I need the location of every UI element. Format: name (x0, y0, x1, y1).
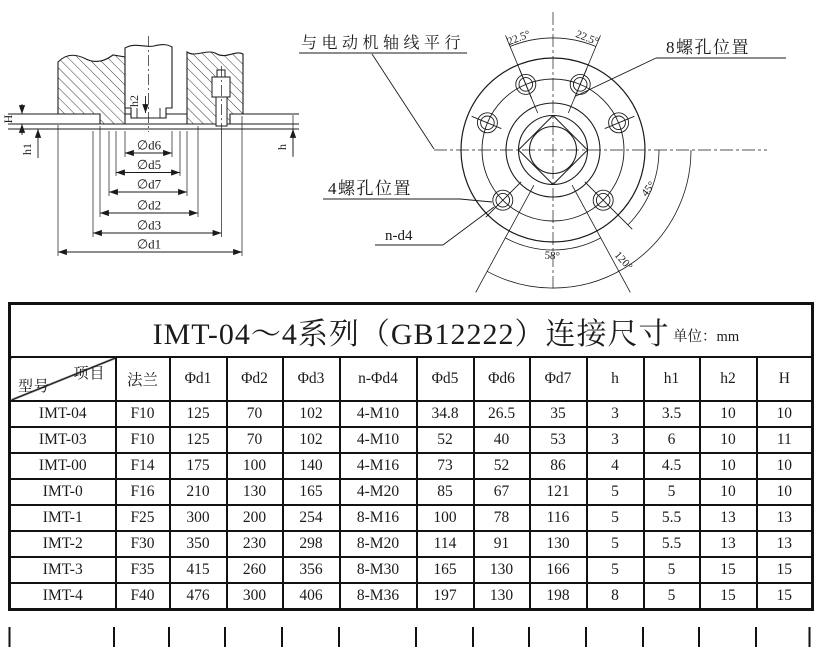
value-cell: 415 (170, 557, 227, 583)
angle-120: 120° (611, 249, 635, 273)
value-cell: 5 (644, 479, 700, 505)
value-cell: 91 (474, 531, 530, 557)
n-d4-label: n-d4 (385, 228, 413, 244)
value-cell: 165 (417, 557, 474, 583)
value-cell: 230 (227, 531, 283, 557)
model-cell: IMT-0 (10, 479, 116, 505)
model-cell: IMT-04 (10, 401, 116, 427)
value-cell: 15 (700, 583, 757, 610)
eight-hole-label: 8螺孔位置 (666, 38, 750, 57)
value-cell: 5 (587, 505, 644, 531)
table-row (10, 505, 813, 531)
header-d5: Φd5 (417, 357, 474, 401)
value-cell: 3 (587, 401, 644, 427)
header-d6: Φd6 (474, 357, 530, 401)
value-cell: 300 (170, 505, 227, 531)
header-d3: Φd3 (283, 357, 340, 401)
value-cell: F10 (116, 401, 170, 427)
value-cell: 4-M10 (340, 427, 417, 453)
value-cell: 130 (474, 557, 530, 583)
model-cell: IMT-4 (10, 583, 116, 610)
model-cell: IMT-2 (10, 531, 116, 557)
diameter-labels (137, 138, 162, 252)
angle-22-5-right: 22.5° (573, 28, 601, 49)
table-row (10, 427, 813, 453)
value-cell: 4-M20 (340, 479, 417, 505)
value-cell: 210 (170, 479, 227, 505)
model-cell: IMT-3 (10, 557, 116, 583)
value-cell: 11 (757, 427, 813, 453)
value-cell: 130 (530, 531, 587, 557)
angle-labels (506, 28, 658, 272)
value-cell: 300 (227, 583, 283, 610)
dim-label-d5: ∅d5 (136, 157, 162, 172)
value-cell: 200 (227, 505, 283, 531)
angle-58: 58° (544, 249, 561, 263)
value-cell: 198 (530, 583, 587, 610)
table-header-row (10, 357, 813, 401)
value-cell: 35 (530, 401, 587, 427)
value-cell: 100 (417, 505, 474, 531)
table-row (10, 401, 813, 427)
unit-label: 单位：mm (673, 329, 740, 345)
value-cell: 4 (587, 453, 644, 479)
value-cell: F25 (116, 505, 170, 531)
value-cell: 67 (474, 479, 530, 505)
value-cell: 8-M20 (340, 531, 417, 557)
dim-label-d1: ∅d1 (136, 236, 162, 252)
value-cell: 10 (757, 453, 813, 479)
value-cell: 26.5 (474, 401, 530, 427)
value-cell: 476 (170, 583, 227, 610)
value-cell: 10 (700, 479, 757, 505)
value-cell: 5 (587, 531, 644, 557)
dimension-table (8, 302, 811, 648)
table-title: IMT-04～4系列（GB12222）连接尺寸 (152, 317, 670, 351)
technical-drawings (0, 0, 819, 300)
value-cell: 175 (170, 453, 227, 479)
table-row (10, 557, 813, 583)
value-cell: 70 (227, 401, 283, 427)
corner-bottom-label: 型号 (18, 379, 51, 395)
header-h1: h1 (644, 357, 700, 401)
value-cell: 78 (474, 505, 530, 531)
value-cell: 5 (644, 583, 700, 610)
table-row (10, 531, 813, 557)
value-cell: 140 (283, 453, 340, 479)
value-cell: F35 (116, 557, 170, 583)
value-cell: 52 (417, 427, 474, 453)
value-cell: 298 (283, 531, 340, 557)
value-cell: 40 (474, 427, 530, 453)
value-cell: 85 (417, 479, 474, 505)
section-view (1, 36, 299, 256)
value-cell: 15 (700, 557, 757, 583)
value-cell: 130 (474, 583, 530, 610)
axis-note-label: 与电动机轴线平行 (301, 35, 466, 52)
value-cell: 15 (757, 583, 813, 610)
value-cell: 5 (587, 557, 644, 583)
value-cell: 8-M36 (340, 583, 417, 610)
label-h1: h1 (20, 143, 34, 155)
value-cell: 114 (417, 531, 474, 557)
value-cell: 70 (227, 427, 283, 453)
value-cell: 15 (757, 557, 813, 583)
header-d7: Φd7 (530, 357, 587, 401)
header-n-d4: n-Φd4 (340, 357, 417, 401)
value-cell: 3 (587, 427, 644, 453)
table-row (10, 583, 813, 610)
callout-labels (301, 34, 750, 244)
table-row (10, 453, 813, 479)
corner-header-cell (10, 357, 116, 401)
header-flange: 法兰 (116, 357, 170, 401)
value-cell: F10 (116, 427, 170, 453)
value-cell: 350 (170, 531, 227, 557)
value-cell: 102 (283, 401, 340, 427)
value-cell: 34.8 (417, 401, 474, 427)
value-cell: 10 (700, 401, 757, 427)
value-cell: 356 (283, 557, 340, 583)
value-cell: 260 (227, 557, 283, 583)
value-cell: 10 (700, 453, 757, 479)
value-cell: 52 (474, 453, 530, 479)
column-line-stubs (8, 627, 811, 648)
value-cell: 8-M16 (340, 505, 417, 531)
value-cell: 125 (170, 427, 227, 453)
dimension-table-body (10, 401, 813, 610)
dim-label-d3: ∅d3 (136, 217, 162, 233)
table-row (10, 479, 813, 505)
value-cell: 73 (417, 453, 474, 479)
value-cell: 13 (700, 531, 757, 557)
angle-45: 45° (639, 179, 659, 199)
value-cell: 3.5 (644, 401, 700, 427)
header-h: h (587, 357, 644, 401)
value-cell: 165 (283, 479, 340, 505)
value-cell: 8 (587, 583, 644, 610)
label-H: H (1, 114, 15, 124)
four-hole-label: 4螺孔位置 (328, 179, 412, 198)
header-d1: Φd1 (170, 357, 227, 401)
angle-22-5-left: 22.5° (505, 28, 533, 49)
value-cell: 5 (587, 479, 644, 505)
left-bracket-section (58, 55, 125, 124)
value-cell: 116 (530, 505, 587, 531)
value-cell: 102 (283, 427, 340, 453)
value-cell: 4-M10 (340, 401, 417, 427)
value-cell: F30 (116, 531, 170, 557)
label-h2: h2 (127, 95, 141, 107)
spec-table (8, 302, 814, 611)
value-cell: 5.5 (644, 531, 700, 557)
dim-label-d6: ∅d6 (136, 137, 162, 153)
value-cell: 254 (283, 505, 340, 531)
value-cell: 10 (700, 427, 757, 453)
value-cell: 197 (417, 583, 474, 610)
value-cell: 13 (700, 505, 757, 531)
value-cell: 53 (530, 427, 587, 453)
model-cell: IMT-1 (10, 505, 116, 531)
value-cell: 6 (644, 427, 700, 453)
value-cell: 4.5 (644, 453, 700, 479)
dim-label-d2: ∅d2 (136, 197, 162, 213)
value-cell: 86 (530, 453, 587, 479)
value-cell: 5 (644, 557, 700, 583)
value-cell: F14 (116, 453, 170, 479)
value-cell: 10 (757, 401, 813, 427)
value-cell: 166 (530, 557, 587, 583)
value-cell: 10 (757, 479, 813, 505)
value-cell: 8-M30 (340, 557, 417, 583)
value-cell: 100 (227, 453, 283, 479)
header-H: H (757, 357, 813, 401)
model-cell: IMT-00 (10, 453, 116, 479)
dim-label-d7: ∅d7 (136, 176, 162, 192)
value-cell: 125 (170, 401, 227, 427)
value-cell: 4-M16 (340, 453, 417, 479)
corner-top-label: 项目 (73, 366, 106, 382)
value-cell: 130 (227, 479, 283, 505)
header-d2: Φd2 (227, 357, 283, 401)
value-cell: F16 (116, 479, 170, 505)
value-cell: 13 (757, 505, 813, 531)
header-h2: h2 (700, 357, 757, 401)
value-cell: 406 (283, 583, 340, 610)
extension-lines (58, 115, 293, 256)
label-h: h (275, 144, 289, 150)
value-cell: F40 (116, 583, 170, 610)
value-cell: 5.5 (644, 505, 700, 531)
model-cell: IMT-03 (10, 427, 116, 453)
value-cell: 13 (757, 531, 813, 557)
table-title-row (10, 304, 813, 358)
flange-face-view (299, 12, 786, 292)
value-cell: 121 (530, 479, 587, 505)
